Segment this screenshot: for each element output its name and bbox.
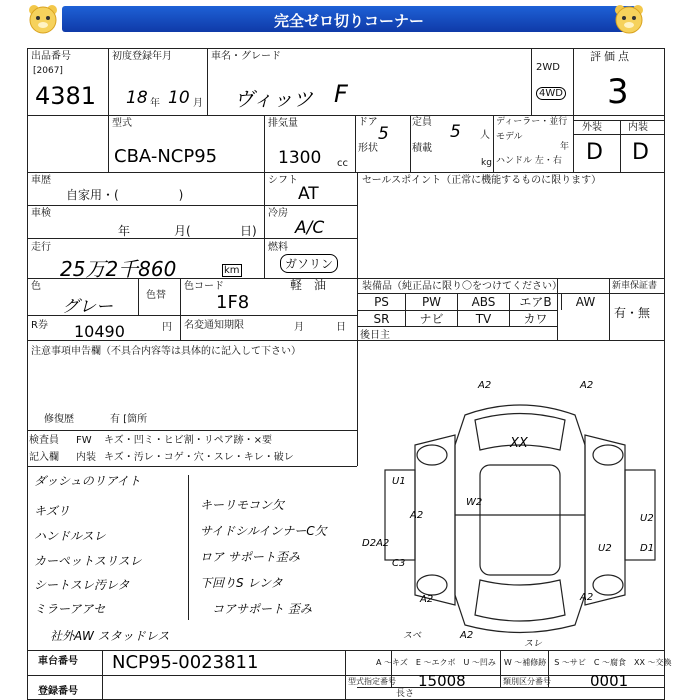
banner-title: 完全ゼロ切りコーナー — [273, 12, 424, 30]
ext-label: 外装 — [582, 122, 602, 133]
length-label: 長さ — [396, 689, 415, 699]
fuel-light-oil: 軽 油 — [290, 278, 327, 292]
capacity-unit: 人 — [480, 130, 490, 141]
recycle-label: R券 — [31, 320, 48, 331]
load-label: 積載 — [412, 143, 432, 154]
name-change-label: 名変通知期限 — [184, 320, 244, 331]
color-change-label: 色替 — [146, 290, 166, 301]
body-type-value: 自家用・( ) — [66, 188, 184, 202]
mileage-value: 25万2千860 — [60, 257, 177, 281]
mileage-label: 走行 — [31, 242, 51, 253]
inspector-row2: キズ・汚レ・コゲ・穴・スレ・キレ・破レ — [104, 452, 294, 463]
mark-12: A2 — [580, 592, 594, 603]
inspection-day: 日) — [240, 224, 257, 238]
mark-9: D1 — [640, 543, 655, 554]
bear-mascot-right-icon — [612, 2, 646, 36]
car-grade: F — [334, 80, 348, 108]
remark-left-5: シートスレ汚レタ — [34, 578, 130, 592]
ext-value: D — [586, 140, 603, 165]
capacity-label: 定員 — [412, 117, 432, 128]
doors-value: 5 — [378, 124, 389, 144]
shift-value: AT — [298, 184, 319, 204]
recycle-value: 10490 — [74, 322, 125, 341]
equip-tv: TV — [457, 311, 509, 327]
fuel-gas: ガソリン — [280, 254, 338, 273]
score-label: 評価点 — [590, 50, 632, 63]
inspector-label-1: 検査員 — [29, 435, 59, 446]
shift-label: シフト — [268, 175, 298, 186]
remark-left-6: ミラーアアセ — [34, 602, 106, 616]
warranty-value: 有・無 — [614, 306, 651, 320]
model-label: 型式 — [112, 118, 132, 129]
remark-left-4: カーペットスリスレ — [34, 554, 142, 568]
mark-4: U1 — [392, 476, 406, 487]
mark-8: U2 — [598, 543, 612, 554]
chassis-label: 車台番号 — [38, 656, 78, 667]
int-value: D — [632, 140, 649, 165]
drive-2wd: 2WD — [536, 62, 560, 73]
remark-right-1: キーリモコン欠 — [200, 498, 285, 512]
equip-pw: PW — [405, 294, 457, 310]
first-reg-year: 18 — [126, 88, 148, 108]
doors-label: ドア — [358, 117, 378, 128]
displacement-label: 排気量 — [268, 118, 298, 129]
remark-right-4: 下回りS レンタ — [200, 576, 283, 590]
dealer-label: ディーラー・並行 — [496, 117, 568, 127]
mileage-unit: km — [224, 265, 240, 276]
class-value: 0001 — [590, 672, 629, 690]
equipment-label: 装備品（純正品に限り〇をつけてください） — [362, 281, 562, 292]
shape-label: 形状 — [358, 143, 378, 154]
remark-left-2: キズリ — [34, 504, 70, 518]
type-designation-value: 15008 — [418, 672, 466, 690]
displacement-unit: cc — [337, 158, 348, 169]
mark-5: W2 — [466, 497, 483, 508]
remark-right-5: コアサポート 歪み — [212, 602, 312, 616]
handle-label: ハンドル 左・右 — [496, 156, 562, 166]
banner — [62, 6, 636, 32]
rear-seat-label: 後日主 — [360, 330, 390, 341]
mark-2: A2 — [580, 380, 594, 391]
mark-6: A2 — [410, 510, 424, 521]
model-year-label: モデル — [496, 132, 523, 142]
mark-13: A2 — [460, 630, 474, 641]
remark-left-7: 社外AW スタッドレス — [50, 629, 170, 643]
equip-sr: SR — [357, 311, 405, 327]
color-value: グレー — [62, 297, 113, 317]
load-unit: kg — [481, 158, 492, 168]
mark-1: A2 — [478, 380, 492, 391]
remark-left-1: ダッシュのリアイト — [34, 474, 141, 488]
mark-11: A2 — [420, 594, 434, 605]
ac-value: A/C — [295, 218, 325, 238]
inspector-row1: キズ・凹ミ・ヒビ割・リペア跡・×要 — [104, 435, 272, 446]
mark-3: XX — [510, 436, 528, 451]
color-code: 1F8 — [216, 292, 250, 313]
fuel-label: 燃料 — [268, 242, 288, 253]
mark-7: U2 — [640, 513, 654, 524]
inspection-label: 車検 — [31, 208, 51, 219]
repair-value: 有 [箇所 — [110, 414, 148, 425]
int-label: 内装 — [628, 122, 648, 133]
capacity-value: 5 — [450, 122, 461, 142]
inspector-row1-tag: FW — [76, 435, 92, 446]
equip-navi: ナビ — [405, 311, 457, 327]
equip-airbag: エアB — [509, 294, 561, 310]
model-value: CBA-NCP95 — [114, 146, 218, 167]
damage-legend: A ～キズ E ～エクボ U ～凹み W ～補修跡 S ～サビ C ～腐食 XX ～交換 — [376, 658, 672, 667]
remark-right-3: ロア サポート歪み — [200, 550, 300, 564]
repair-label: 修復歴 — [44, 414, 74, 425]
type-designation-label: 型式指定番号 — [348, 677, 396, 686]
lot-number: 4381 — [35, 82, 97, 110]
color-label: 色 — [31, 281, 41, 292]
mark-14: スベ — [403, 631, 422, 641]
equip-aw: AW — [561, 294, 609, 310]
mark-10: C3 — [392, 558, 406, 569]
inspection-month: 月( — [174, 224, 191, 238]
drive-4wd: 4WD — [536, 87, 566, 100]
car-name-label: 車名・グレード — [211, 51, 281, 62]
mark-15: スレ — [524, 639, 543, 649]
model-year-suffix: 年 — [560, 142, 570, 152]
class-label: 類別区分番号 — [503, 677, 551, 686]
ac-label: 冷房 — [268, 208, 288, 219]
inspector-row2-tag: 内装 — [76, 452, 96, 463]
name-change-day: 日 — [336, 322, 346, 333]
name-change-month: 月 — [294, 322, 304, 333]
body-type-label: 車歴 — [31, 175, 51, 186]
warranty-label: 新車保証書 — [612, 281, 658, 291]
equip-abs: ABS — [457, 294, 509, 310]
notes-label: 注意事項申告欄（不具合内容等は具体的に記入して下さい） — [31, 346, 301, 357]
first-reg-label: 初度登録年月 — [112, 51, 172, 62]
equip-ps: PS — [357, 294, 405, 310]
car-name: ヴィッツ — [234, 87, 313, 111]
recycle-unit: 円 — [162, 322, 172, 333]
inspector-label-2: 記入欄 — [29, 452, 59, 463]
equip-leather: カワ — [509, 311, 561, 327]
displacement-value: 1300 — [278, 148, 322, 168]
color-code-label: 色コード — [184, 281, 224, 292]
mark-16: D2A2 — [362, 538, 390, 549]
sales-point-label: セールスポイント（正常に機能するものに限ります） — [362, 175, 602, 186]
chassis-value: NCP95-0023811 — [112, 652, 259, 673]
remark-right-2: サイドシルインナーC欠 — [200, 524, 327, 538]
score-value: 3 — [607, 72, 629, 112]
lot-sub: [2067] — [33, 66, 63, 76]
first-reg-month: 10 — [168, 88, 190, 108]
registration-label: 登録番号 — [38, 686, 78, 697]
inspection-year: 年 — [118, 224, 131, 238]
lot-label: 出品番号 — [31, 51, 71, 62]
remark-left-3: ハンドルスレ — [34, 529, 106, 543]
bear-mascot-left-icon — [26, 2, 60, 36]
